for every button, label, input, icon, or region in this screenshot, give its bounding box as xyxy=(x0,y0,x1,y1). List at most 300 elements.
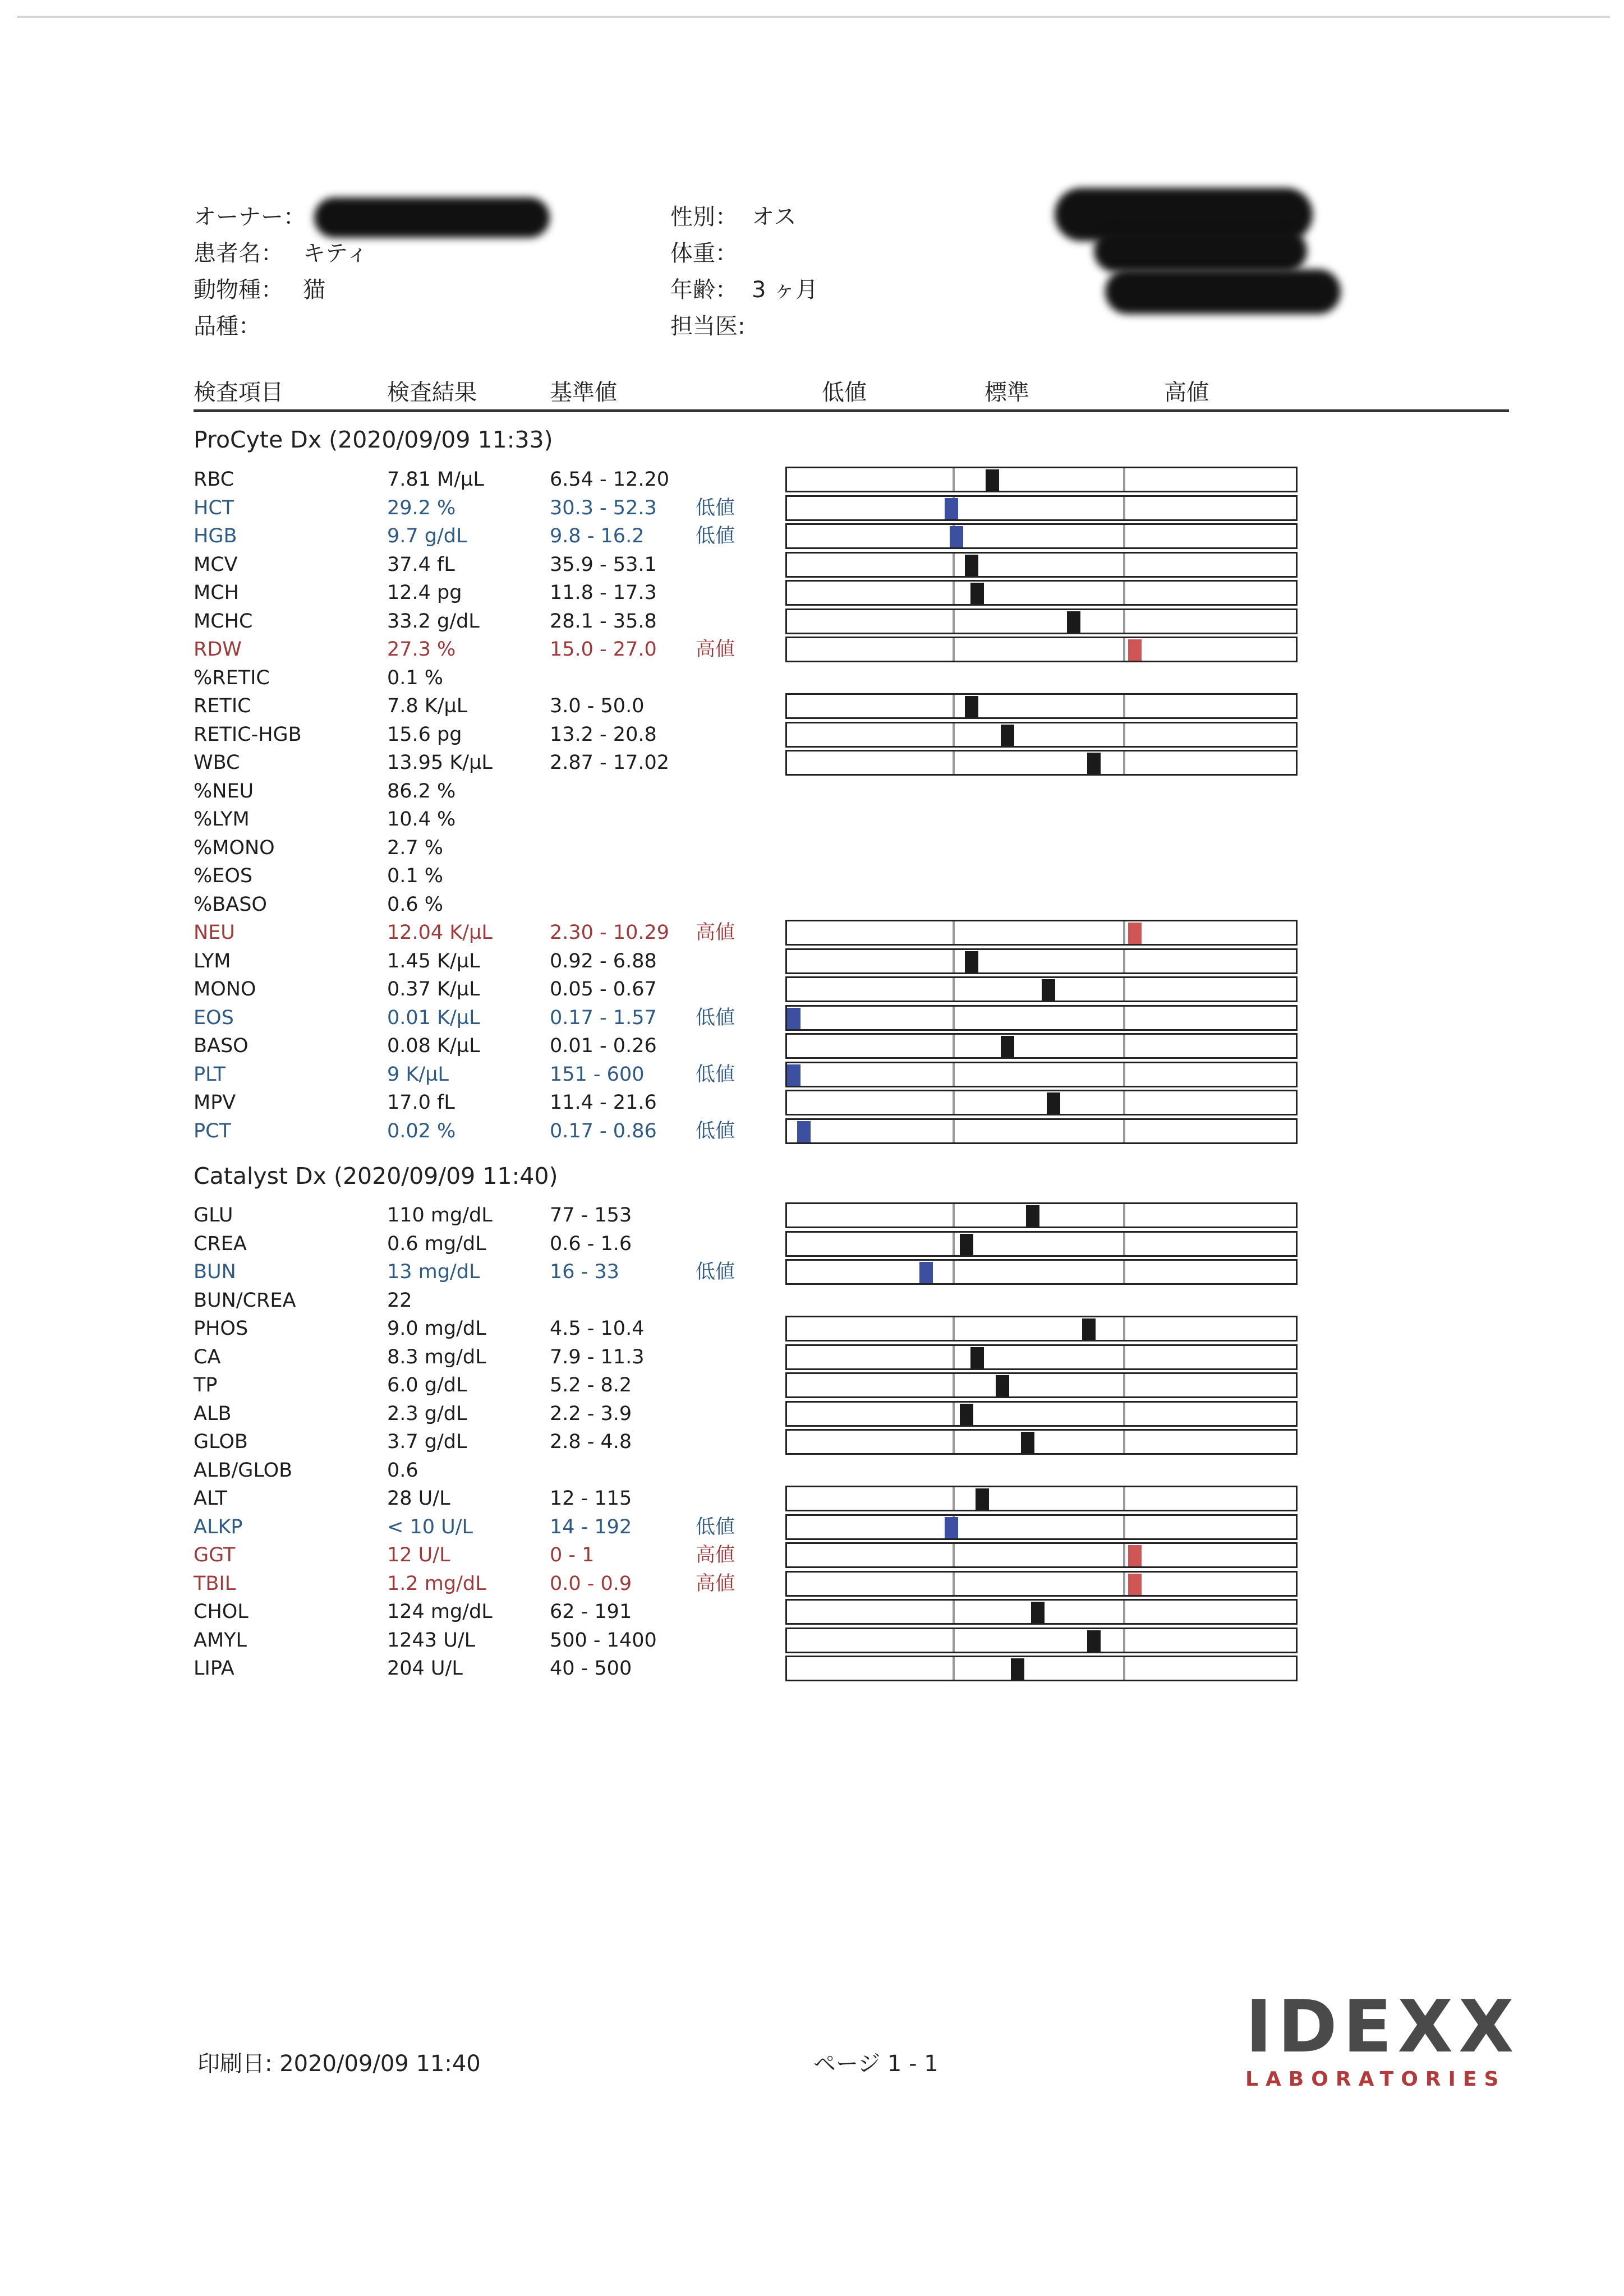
column-header-low: 低値 xyxy=(822,380,867,405)
range-bar xyxy=(785,580,1298,606)
result-marker xyxy=(1042,979,1055,1001)
test-name: %LYM xyxy=(194,808,250,831)
test-value: 15.6 pg xyxy=(387,723,462,746)
range-divider xyxy=(953,1233,955,1255)
range-divider xyxy=(1123,1233,1125,1255)
range-divider xyxy=(1123,610,1125,633)
reference-range: 16 - 33 xyxy=(550,1261,619,1283)
result-row xyxy=(0,1513,1624,1541)
result-row xyxy=(0,1258,1624,1286)
test-name: GGT xyxy=(194,1544,236,1566)
result-marker xyxy=(1021,1432,1034,1453)
range-bar xyxy=(785,495,1298,521)
range-divider xyxy=(1123,1516,1125,1538)
redacted-clinic-info-2 xyxy=(1094,230,1307,272)
range-divider xyxy=(1123,1544,1125,1566)
result-marker xyxy=(1082,1318,1096,1340)
range-divider xyxy=(1123,638,1125,661)
range-divider xyxy=(1123,554,1125,576)
range-divider xyxy=(1123,1374,1125,1396)
range-divider xyxy=(1123,723,1125,746)
range-divider xyxy=(953,1317,955,1340)
test-name: CHOL xyxy=(194,1601,249,1623)
test-name: ALB/GLOB xyxy=(194,1459,293,1482)
test-value: 1.2 mg/dL xyxy=(387,1572,486,1595)
test-name: %EOS xyxy=(194,865,253,887)
test-value: 204 U/L xyxy=(387,1657,463,1680)
range-divider xyxy=(953,1261,955,1283)
range-bar xyxy=(785,1118,1298,1144)
reference-range: 15.0 - 27.0 xyxy=(550,638,657,661)
test-name: %RETIC xyxy=(194,666,270,689)
test-value: 37.4 fL xyxy=(387,553,455,576)
range-divider xyxy=(953,1544,955,1566)
result-row xyxy=(0,749,1624,777)
result-row xyxy=(0,607,1624,635)
range-divider xyxy=(953,1657,955,1680)
result-marker xyxy=(787,1064,801,1086)
test-name: GLOB xyxy=(194,1431,248,1453)
status-flag: 低値 xyxy=(696,496,735,519)
test-value: 28 U/L xyxy=(387,1487,450,1510)
result-row xyxy=(0,1343,1624,1371)
range-divider xyxy=(1123,468,1125,491)
result-marker xyxy=(1067,611,1080,633)
test-value: 8.3 mg/dL xyxy=(387,1345,486,1368)
range-divider xyxy=(953,978,955,1001)
species-label: 動物種： xyxy=(194,277,283,303)
status-flag: 低値 xyxy=(696,1006,735,1029)
range-bar xyxy=(785,976,1298,1002)
range-bar xyxy=(785,1571,1298,1597)
reference-range: 2.2 - 3.9 xyxy=(550,1402,632,1425)
test-name: GLU xyxy=(194,1204,233,1227)
status-flag: 高値 xyxy=(696,1544,735,1566)
scan-edge-line xyxy=(17,16,1610,18)
reference-range: 0.17 - 0.86 xyxy=(550,1119,657,1142)
range-divider xyxy=(953,582,955,604)
sex-value: オス xyxy=(752,204,797,230)
result-marker xyxy=(945,1517,958,1538)
test-value: 0.1 % xyxy=(387,865,444,887)
test-name: ALB xyxy=(194,1402,232,1425)
range-divider xyxy=(1123,1261,1125,1283)
section-title: Catalyst Dx (2020/09/09 11:40) xyxy=(194,1163,558,1190)
test-value: 6.0 g/dL xyxy=(387,1374,467,1396)
test-value: 7.81 M/µL xyxy=(387,468,484,491)
reference-range: 7.9 - 11.3 xyxy=(550,1345,645,1368)
range-divider xyxy=(953,1487,955,1510)
test-value: 124 mg/dL xyxy=(387,1601,493,1623)
range-bar xyxy=(785,1401,1298,1427)
range-divider xyxy=(953,751,955,774)
result-row xyxy=(0,1541,1624,1569)
range-bar xyxy=(785,750,1298,776)
result-marker xyxy=(1087,1630,1101,1652)
range-divider xyxy=(953,1403,955,1425)
test-value: 1243 U/L xyxy=(387,1629,476,1652)
column-header-high: 高値 xyxy=(1164,380,1209,405)
reference-range: 4.5 - 10.4 xyxy=(550,1317,645,1340)
range-divider xyxy=(953,468,955,491)
range-divider xyxy=(1123,1403,1125,1425)
result-row xyxy=(0,551,1624,579)
result-marker xyxy=(1087,753,1101,774)
result-marker xyxy=(976,1488,989,1510)
range-divider xyxy=(953,921,955,944)
result-marker xyxy=(965,555,978,576)
result-row xyxy=(0,465,1624,494)
test-value: 12.4 pg xyxy=(387,582,462,604)
range-divider xyxy=(1123,1657,1125,1680)
reference-range: 30.3 - 52.3 xyxy=(550,496,657,519)
result-row xyxy=(0,1201,1624,1229)
range-bar xyxy=(785,1231,1298,1257)
range-divider xyxy=(953,1063,955,1086)
test-name: TP xyxy=(194,1374,218,1396)
status-flag: 高値 xyxy=(696,1572,735,1595)
range-divider xyxy=(953,1204,955,1227)
column-header-reference: 基準値 xyxy=(550,380,617,405)
test-name: BASO xyxy=(194,1035,249,1057)
test-name: ALT xyxy=(194,1487,228,1510)
range-divider xyxy=(1123,1629,1125,1652)
range-bar xyxy=(785,1090,1298,1115)
test-value: 0.37 K/µL xyxy=(387,978,480,1001)
result-row xyxy=(0,664,1624,692)
test-value: 0.6 mg/dL xyxy=(387,1232,486,1255)
range-bar xyxy=(785,1656,1298,1681)
range-bar xyxy=(785,1344,1298,1370)
result-row xyxy=(0,692,1624,720)
range-divider xyxy=(953,638,955,661)
range-bar xyxy=(785,523,1298,549)
result-row xyxy=(0,494,1624,522)
test-name: MCV xyxy=(194,553,238,576)
test-name: MCH xyxy=(194,582,239,604)
range-divider xyxy=(953,1431,955,1453)
age-value: 3 ヶ月 xyxy=(752,277,818,303)
test-value: 0.01 K/µL xyxy=(387,1006,480,1029)
result-marker xyxy=(1047,1092,1060,1114)
status-flag: 低値 xyxy=(696,1515,735,1538)
status-flag: 低値 xyxy=(696,1261,735,1283)
result-marker xyxy=(919,1262,933,1283)
reference-range: 6.54 - 12.20 xyxy=(550,468,670,491)
test-name: NEU xyxy=(194,921,235,944)
test-name: TBIL xyxy=(194,1572,236,1595)
result-row xyxy=(0,1654,1624,1682)
range-bar xyxy=(785,1202,1298,1228)
range-divider xyxy=(1123,1007,1125,1029)
test-name: PCT xyxy=(194,1119,231,1142)
test-name: BUN xyxy=(194,1261,236,1283)
test-value: 29.2 % xyxy=(387,496,456,519)
test-value: 22 xyxy=(387,1289,412,1312)
test-name: HCT xyxy=(194,496,234,519)
test-name: %MONO xyxy=(194,836,275,859)
test-value: 0.08 K/µL xyxy=(387,1035,480,1057)
test-name: CA xyxy=(194,1345,221,1368)
test-name: MCHC xyxy=(194,610,253,633)
result-row xyxy=(0,635,1624,663)
redacted-owner-name xyxy=(314,197,550,238)
range-divider xyxy=(1123,1431,1125,1453)
result-row xyxy=(0,805,1624,833)
status-flag: 低値 xyxy=(696,525,735,547)
test-value: 33.2 g/dL xyxy=(387,610,480,633)
range-divider xyxy=(1123,921,1125,944)
test-value: 13.95 K/µL xyxy=(387,751,493,774)
status-flag: 低値 xyxy=(696,1063,735,1086)
range-divider xyxy=(953,1629,955,1652)
range-divider xyxy=(1123,1487,1125,1510)
range-bar xyxy=(785,1486,1298,1511)
test-name: HGB xyxy=(194,525,237,547)
result-marker xyxy=(965,951,978,972)
reference-range: 12 - 115 xyxy=(550,1487,632,1510)
test-name: AMYL xyxy=(194,1629,247,1652)
test-value: 86.2 % xyxy=(387,780,456,803)
test-name: RETIC-HGB xyxy=(194,723,302,746)
test-value: 0.6 % xyxy=(387,893,444,916)
range-bar xyxy=(785,608,1298,634)
range-divider xyxy=(953,1035,955,1057)
test-name: %BASO xyxy=(194,893,267,916)
range-divider xyxy=(953,554,955,576)
reference-range: 11.8 - 17.3 xyxy=(550,582,657,604)
result-row xyxy=(0,522,1624,550)
test-name: RBC xyxy=(194,468,234,491)
range-divider xyxy=(1123,1204,1125,1227)
result-row xyxy=(0,1315,1624,1343)
page-number: ページ 1 - 1 xyxy=(813,2051,938,2077)
range-divider xyxy=(1123,525,1125,547)
range-divider xyxy=(953,950,955,972)
reference-range: 62 - 191 xyxy=(550,1601,632,1623)
test-value: 9 K/µL xyxy=(387,1063,449,1086)
test-value: 17.0 fL xyxy=(387,1091,455,1114)
test-value: < 10 U/L xyxy=(387,1515,473,1538)
range-bar xyxy=(785,920,1298,946)
test-name: PHOS xyxy=(194,1317,249,1340)
range-divider xyxy=(953,1091,955,1114)
range-bar xyxy=(785,1062,1298,1087)
result-marker xyxy=(1128,1545,1142,1566)
range-divider xyxy=(953,1573,955,1595)
result-row xyxy=(0,1371,1624,1399)
idexx-logo xyxy=(1245,1985,1520,2091)
test-name: ALKP xyxy=(194,1515,243,1538)
reference-range: 0.01 - 0.26 xyxy=(550,1035,657,1057)
test-name: PLT xyxy=(194,1063,226,1086)
patient-value: キティ xyxy=(303,241,369,266)
range-divider xyxy=(1123,751,1125,774)
range-bar xyxy=(785,1259,1298,1285)
test-value: 7.8 K/µL xyxy=(387,695,468,717)
result-row xyxy=(0,919,1624,947)
reference-range: 2.30 - 10.29 xyxy=(550,921,670,944)
result-marker xyxy=(1031,1602,1045,1623)
doctor-label: 担当医: xyxy=(670,313,746,339)
reference-range: 14 - 192 xyxy=(550,1515,632,1538)
result-row xyxy=(0,1089,1624,1117)
range-divider xyxy=(1123,1601,1125,1623)
result-marker xyxy=(950,526,963,547)
range-divider xyxy=(1123,497,1125,519)
result-row xyxy=(0,1230,1624,1258)
range-divider xyxy=(953,1601,955,1623)
result-marker xyxy=(945,498,958,519)
test-value: 9.0 mg/dL xyxy=(387,1317,486,1340)
range-bar xyxy=(785,1429,1298,1455)
reference-range: 500 - 1400 xyxy=(550,1629,657,1652)
test-value: 0.02 % xyxy=(387,1119,456,1142)
result-row xyxy=(0,1004,1624,1032)
result-marker xyxy=(960,1404,973,1425)
result-row xyxy=(0,579,1624,607)
range-bar xyxy=(785,1033,1298,1059)
reference-range: 0 - 1 xyxy=(550,1544,595,1566)
result-marker xyxy=(960,1234,973,1255)
age-label: 年齢： xyxy=(670,277,738,303)
range-divider xyxy=(1123,1120,1125,1142)
range-bar xyxy=(785,722,1298,748)
test-value: 12.04 K/µL xyxy=(387,921,493,944)
test-value: 2.3 g/dL xyxy=(387,1402,467,1425)
test-name: WBC xyxy=(194,751,240,774)
result-marker xyxy=(996,1375,1009,1396)
test-name: LYM xyxy=(194,949,231,972)
result-marker xyxy=(1026,1205,1039,1227)
result-row xyxy=(0,1570,1624,1598)
test-name: BUN/CREA xyxy=(194,1289,296,1312)
result-marker xyxy=(1128,923,1142,944)
result-marker xyxy=(965,696,978,717)
result-marker xyxy=(797,1121,811,1142)
logo-sub-text: LABORATORIES xyxy=(1245,2068,1506,2091)
reference-range: 13.2 - 20.8 xyxy=(550,723,657,746)
result-row xyxy=(0,834,1624,862)
test-name: RETIC xyxy=(194,695,251,717)
reference-range: 28.1 - 35.8 xyxy=(550,610,657,633)
result-marker xyxy=(1128,1574,1142,1595)
test-value: 110 mg/dL xyxy=(387,1204,493,1227)
range-bar xyxy=(785,1372,1298,1398)
redacted-clinic-info-3 xyxy=(1105,269,1341,314)
range-bar xyxy=(785,1628,1298,1653)
result-row xyxy=(0,1456,1624,1484)
result-row xyxy=(0,1032,1624,1060)
reference-range: 35.9 - 53.1 xyxy=(550,553,657,576)
result-marker xyxy=(970,1347,984,1368)
result-row xyxy=(0,1428,1624,1456)
test-value: 1.45 K/µL xyxy=(387,949,480,972)
test-value: 27.3 % xyxy=(387,638,456,661)
range-divider xyxy=(953,1120,955,1142)
test-name: %NEU xyxy=(194,780,254,803)
result-row xyxy=(0,891,1624,919)
weight-label: 体重： xyxy=(670,241,738,266)
test-value: 10.4 % xyxy=(387,808,456,831)
result-row xyxy=(0,862,1624,890)
reference-range: 0.6 - 1.6 xyxy=(550,1232,632,1255)
range-divider xyxy=(953,610,955,633)
logo-main-text: IDEXX xyxy=(1245,1985,1520,2069)
range-divider xyxy=(953,723,955,746)
result-row xyxy=(0,1598,1624,1626)
reference-range: 151 - 600 xyxy=(550,1063,645,1086)
test-value: 9.7 g/dL xyxy=(387,525,467,547)
range-divider xyxy=(953,695,955,717)
range-bar xyxy=(785,1316,1298,1341)
range-bar xyxy=(785,1514,1298,1540)
reference-range: 0.17 - 1.57 xyxy=(550,1006,657,1029)
result-row xyxy=(0,1400,1624,1428)
result-row xyxy=(0,947,1624,975)
range-divider xyxy=(1123,695,1125,717)
result-row xyxy=(0,721,1624,749)
result-marker xyxy=(787,1008,801,1029)
test-name: LIPA xyxy=(194,1657,234,1680)
test-value: 0.1 % xyxy=(387,666,444,689)
range-divider xyxy=(1123,582,1125,604)
column-header-item: 検査項目 xyxy=(194,380,283,405)
patient-label: 患者名： xyxy=(194,241,283,266)
reference-range: 0.92 - 6.88 xyxy=(550,949,657,972)
owner-label: オーナー： xyxy=(194,204,306,230)
range-bar xyxy=(785,1005,1298,1031)
header-rule xyxy=(194,409,1509,412)
print-date: 印刷日: 2020/09/09 11:40 xyxy=(197,2051,481,2077)
result-row xyxy=(0,1626,1624,1654)
result-row xyxy=(0,1117,1624,1145)
range-bar xyxy=(785,1542,1298,1568)
range-divider xyxy=(1123,1035,1125,1057)
test-value: 0.6 xyxy=(387,1459,418,1482)
section-title: ProCyte Dx (2020/09/09 11:33) xyxy=(194,426,553,453)
reference-range: 40 - 500 xyxy=(550,1657,632,1680)
breed-label: 品種： xyxy=(194,313,261,339)
range-divider xyxy=(1123,1573,1125,1595)
status-flag: 高値 xyxy=(696,921,735,944)
test-value: 3.7 g/dL xyxy=(387,1431,467,1453)
status-flag: 高値 xyxy=(696,638,735,661)
test-value: 12 U/L xyxy=(387,1544,450,1566)
range-divider xyxy=(1123,1346,1125,1368)
range-bar xyxy=(785,552,1298,578)
range-bar xyxy=(785,637,1298,662)
reference-range: 3.0 - 50.0 xyxy=(550,695,645,717)
result-marker xyxy=(1011,1658,1024,1680)
sex-label: 性別： xyxy=(670,204,738,230)
column-header-normal: 標準 xyxy=(984,380,1029,405)
range-divider xyxy=(1123,1091,1125,1114)
range-divider xyxy=(953,1346,955,1368)
reference-range: 0.0 - 0.9 xyxy=(550,1572,632,1595)
result-marker xyxy=(1001,725,1014,746)
range-bar xyxy=(785,948,1298,974)
range-divider xyxy=(953,1374,955,1396)
result-row xyxy=(0,975,1624,1003)
species-value: 猫 xyxy=(303,277,325,303)
result-row xyxy=(0,1061,1624,1089)
range-divider xyxy=(953,1007,955,1029)
result-marker xyxy=(986,469,999,491)
range-divider xyxy=(1123,950,1125,972)
reference-range: 11.4 - 21.6 xyxy=(550,1091,657,1114)
test-value: 13 mg/dL xyxy=(387,1261,480,1283)
